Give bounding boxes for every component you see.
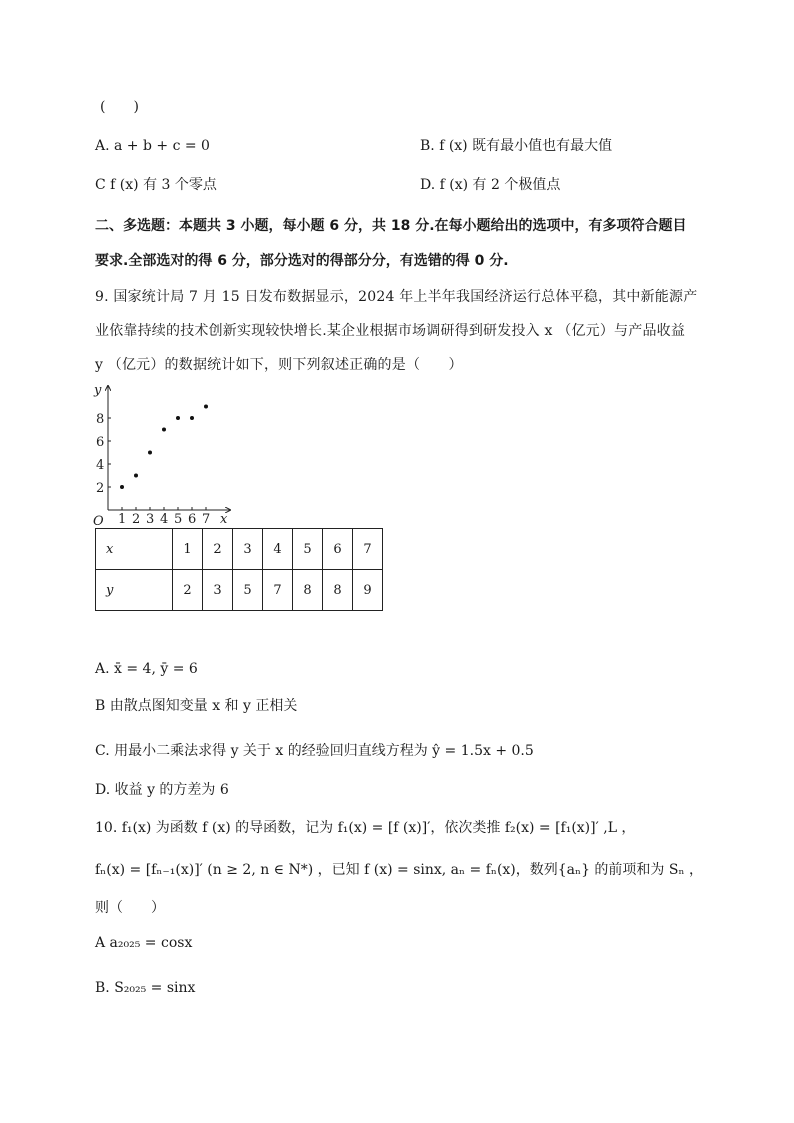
data-table xyxy=(95,528,383,611)
table-cell: 3 xyxy=(203,570,233,611)
q8-option-c: C f (x) 有 3 个零点 xyxy=(95,177,217,193)
scatter-point xyxy=(162,428,166,432)
q9-option-d: D. 收益 y 的方差为 6 xyxy=(95,782,229,798)
y-tick-label: 4 xyxy=(96,458,105,473)
q10-option-a: A a₂₀₂₅ = cosx xyxy=(95,935,193,951)
scatter-plot xyxy=(88,380,238,528)
x-tick-label: 3 xyxy=(146,512,155,527)
scatter-point xyxy=(190,416,194,420)
table-cell: 9 xyxy=(353,570,383,611)
table-cell: 8 xyxy=(323,570,353,611)
scatter-point xyxy=(134,474,138,478)
section-heading-line2: 要求.全部选对的得 6 分，部分选对的得部分分，有选错的得 0 分. xyxy=(95,253,509,269)
table-cell: 8 xyxy=(293,570,323,611)
q10-option-b: B. S₂₀₂₅ = sinx xyxy=(95,980,196,996)
q9-stem-line1: 9. 国家统计局 7 月 15 日发布数据显示，2024 年上半年我国经济运行总体平稳，其中新能源产 xyxy=(95,289,698,305)
q8-option-d: D. f (x) 有 2 个极值点 xyxy=(420,177,561,193)
q9-option-b: B 由散点图知变量 x 和 y 正相关 xyxy=(95,698,298,714)
x-tick-label: 5 xyxy=(174,512,183,527)
table-cell: 7 xyxy=(353,529,383,570)
q8-answer-paren: ( ) xyxy=(100,99,139,115)
x-tick-label: 1 xyxy=(118,512,127,527)
q8-option-b: B. f (x) 既有最小值也有最大值 xyxy=(420,138,613,154)
q9-option-a: A. x̄ = 4, ȳ = 6 xyxy=(95,661,198,677)
table-cell: 4 xyxy=(263,529,293,570)
x-tick-label: 6 xyxy=(188,512,197,527)
scatter-point xyxy=(176,416,180,420)
x-tick-label: 4 xyxy=(160,512,169,527)
y-tick-label: 2 xyxy=(96,481,105,496)
q10-stem-line3: 则（ ） xyxy=(95,900,165,916)
y-tick-label: 6 xyxy=(96,435,105,450)
origin-label: O xyxy=(93,514,104,528)
q10-stem-line1: 10. f₁(x) 为函数 f (x) 的导函数，记为 f₁(x) = [f (x)]′，依次类推 f₂(x) = [f₁(x)]′ ,L ， xyxy=(95,820,636,836)
x-tick-label: 2 xyxy=(132,512,141,527)
scatter-point xyxy=(148,451,152,455)
q8-option-a: A. a + b + c = 0 xyxy=(95,138,210,154)
table-cell: 1 xyxy=(173,529,203,570)
y-axis-label: y xyxy=(94,383,102,398)
section-heading-line1: 二、多选题：本题共 3 小题，每小题 6 分，共 18 分.在每小题给出的选项中，有多项符合题目 xyxy=(95,218,687,234)
table-row-label-x: x xyxy=(96,529,173,570)
table-row-y xyxy=(96,570,383,611)
x-axis-label: x xyxy=(220,512,228,527)
q9-option-c: C. 用最小二乘法求得 y 关于 x 的经验回归直线方程为 ŷ = 1.5x + 0.5 xyxy=(95,743,534,759)
y-tick-label: 8 xyxy=(96,412,105,427)
table-cell: 5 xyxy=(233,570,263,611)
q10-stem-line2: fₙ(x) = [fₙ₋₁(x)]′ (n ≥ 2, n ∈ N*) ，已知 f (x) = sinx, aₙ = fₙ(x)，数列{aₙ} 的前项和为 Sₙ ， xyxy=(95,862,703,878)
table-row-label-y: y xyxy=(96,570,173,611)
table-cell: 2 xyxy=(203,529,233,570)
x-tick-label: 7 xyxy=(202,512,211,527)
scatter-point xyxy=(120,485,124,489)
table-cell: 2 xyxy=(173,570,203,611)
scatter-point xyxy=(204,405,208,409)
q9-stem-line2: 业依靠持续的技术创新实现较快增长.某企业根据市场调研得到研发投入 x （亿元）与产品收益 xyxy=(95,323,686,339)
table-cell: 5 xyxy=(293,529,323,570)
table-row-x xyxy=(96,529,383,570)
table-cell: 3 xyxy=(233,529,263,570)
table-cell: 6 xyxy=(323,529,353,570)
q9-stem-line3: y （亿元）的数据统计如下，则下列叙述正确的是（ ） xyxy=(95,357,463,373)
table-cell: 7 xyxy=(263,570,293,611)
